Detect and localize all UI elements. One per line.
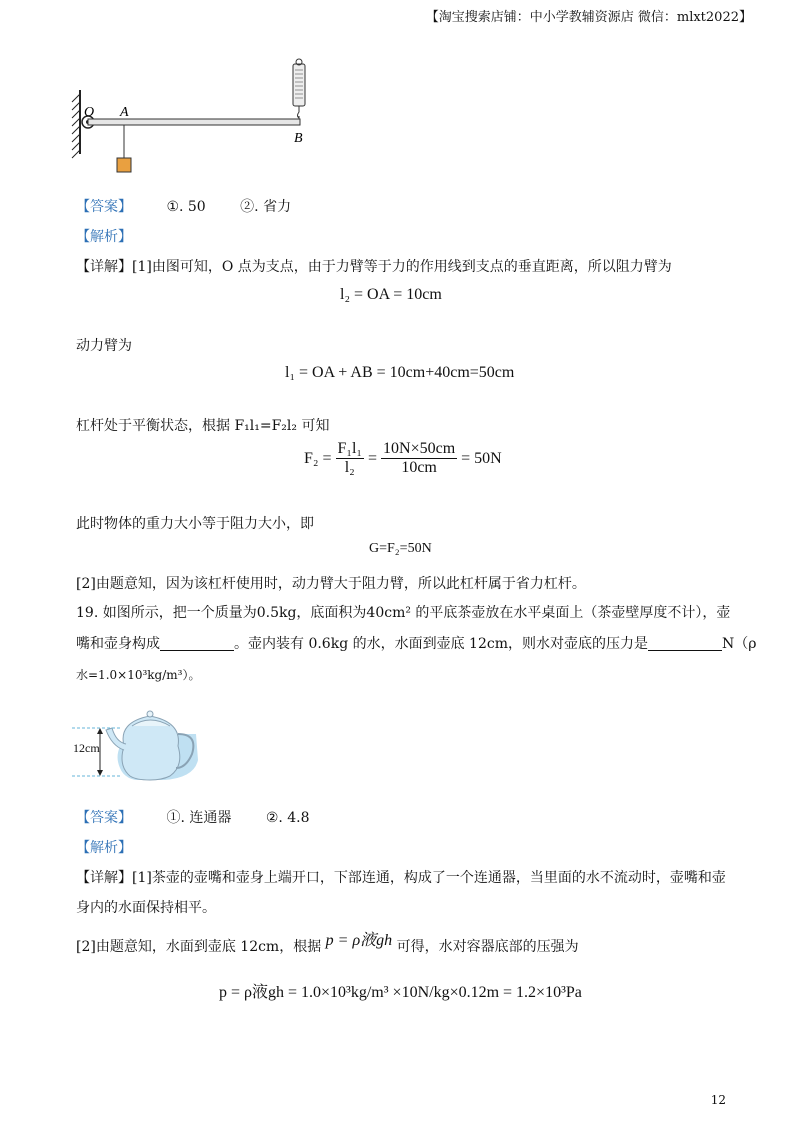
lever-figure xyxy=(66,58,316,178)
text-balance: 杠杆处于平衡状态，根据 F₁l₁=F₂l₂ 可知 xyxy=(76,418,330,434)
answer-tag: 【答案】 xyxy=(76,199,132,215)
answer-2: ②. 省力 xyxy=(240,199,292,215)
label-b: B xyxy=(294,131,303,146)
eq3-lhs: F₂ = xyxy=(304,449,332,467)
eq3-numerator-2: 10N×50cm xyxy=(383,440,456,457)
q19-line-1: 19. 如图所示，把一个质量为0.5kg，底面积为40cm² 的平底茶壶放在水平桌面上（茶壶壁厚度不计），壶 xyxy=(76,605,731,621)
answer-tag: 【答案】 xyxy=(76,810,132,826)
equation-5: p = ρ液gh = 1.0×10³kg/m³ ×10N/kg×0.12m = 1.2×10³Pa xyxy=(219,984,582,1001)
text-power-arm: 动力臂为 xyxy=(76,338,132,354)
eq3-result: = 50N xyxy=(461,449,502,467)
detail-tag: 【详解】 xyxy=(76,259,132,275)
detail-text: [1]茶壶的壶嘴和壶身上端开口，下部连通，构成了一个连通器，当里面的水不流动时，壶嘴和壶 xyxy=(132,870,726,886)
detail-2b: 可得，水对容器底部的压强为 xyxy=(396,939,579,955)
q19-line-2 xyxy=(76,634,756,654)
answer-1: ①. 50 xyxy=(166,199,206,215)
q18-detail-2: [2]由题意知，因为该杠杆使用时，动力臂大于阻力臂，所以此杠杆属于省力杠杆。 xyxy=(76,576,586,592)
detail-tag: 【详解】 xyxy=(76,870,132,886)
q19-detail-1a xyxy=(76,868,726,888)
eq3-numerator-1: F₁l₁ xyxy=(337,440,362,457)
q19-line2-b: 。壶内装有 0.6kg 的水，水面到壶底 12cm，则水对壶底的压力是 xyxy=(234,636,648,652)
answer-blank-1 xyxy=(160,636,234,651)
inline-formula: p = ρ液gh xyxy=(325,932,393,949)
q18-detail-1 xyxy=(76,257,672,277)
detail-text: [1]由图可知，O 点为支点，由于力臂等于力的作用线到支点的垂直距离，所以阻力臂为 xyxy=(132,259,672,275)
equation-3: F₂ = $\frac{\text{F₁l₁}}{\text{l₂}}$ = $\frac{10N\times 50cm}{10cm}$ = 50N xyxy=(304,440,502,476)
teapot-height-label: 12cm xyxy=(73,741,100,755)
q19-detail-2 xyxy=(76,932,579,957)
analysis-tag: 【解析】 xyxy=(76,229,132,245)
answer-blank-2 xyxy=(648,636,722,651)
equation-2: l₁ = OA + AB = 10cm+40cm=50cm xyxy=(285,364,515,381)
answer-1: ①. 连通器 xyxy=(166,810,232,826)
label-a: A xyxy=(120,105,129,120)
label-o: O xyxy=(84,105,95,120)
equation-1: l₂ = OA = 10cm xyxy=(340,286,442,303)
q19-detail-1b: 身内的水面保持相平。 xyxy=(76,900,216,916)
detail-2a: [2]由题意知，水面到壶底 12cm，根据 xyxy=(76,939,322,955)
analysis-tag: 【解析】 xyxy=(76,840,132,856)
eq3-fraction-1 xyxy=(336,440,365,477)
q19-line-3: 水=1.0×10³kg/m³）。 xyxy=(76,668,201,682)
eq3-fraction-2 xyxy=(381,440,457,477)
page-number: 12 xyxy=(710,1093,726,1107)
eq3-denominator-2: 10cm xyxy=(401,459,437,476)
q19-answer-row xyxy=(76,808,310,828)
header-shop-notice: 【淘宝搜索店铺：中小学教辅资源店 微信：mlxt2022】 xyxy=(425,10,752,25)
q19-line2-a: 嘴和壶身构成 xyxy=(76,636,160,652)
text-gravity: 此时物体的重力大小等于阻力大小，即 xyxy=(76,516,314,532)
equation-4: G=F₂=50N xyxy=(369,541,432,556)
q18-answer-row xyxy=(76,197,291,217)
answer-2: ②. 4.8 xyxy=(265,810,310,826)
q19-line2-c: N（ρ xyxy=(722,636,757,652)
eq3-denominator-1: l₂ xyxy=(344,459,355,476)
